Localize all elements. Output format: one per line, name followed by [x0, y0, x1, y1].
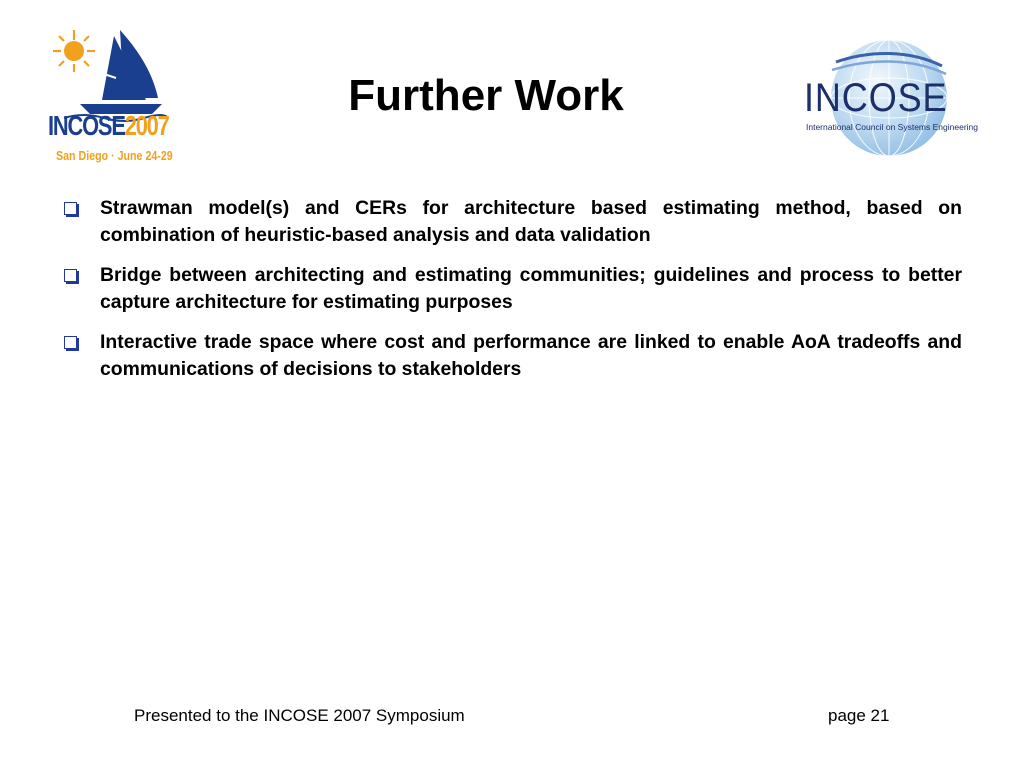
incose-wordmark: INCOSE [804, 76, 948, 120]
checkbox-bullet-icon [64, 336, 77, 349]
page-number: page 21 [828, 706, 890, 725]
bullet-text: Strawman model(s) and CERs for architecture based estimating method, based on combination of heuristic-based analysis and data validation [100, 197, 962, 246]
logo-brand-main: INCOSE [48, 110, 125, 141]
bullet-item [64, 195, 962, 249]
bullet-text: Interactive trade space where cost and performance are linked to enable AoA tradeoffs and communications of decisions to stakeholders [100, 331, 962, 380]
slide-title: Further Work [348, 71, 624, 120]
bullet-item [64, 262, 962, 316]
footer-presenter: Presented to the INCOSE 2007 Symposium [134, 706, 465, 725]
checkbox-bullet-icon [64, 269, 77, 282]
checkbox-bullet-icon [64, 202, 77, 215]
bullet-text: Bridge between architecting and estimating communities; guidelines and process to better capture architecture for estimating purposes [100, 264, 962, 313]
bullet-item [64, 329, 962, 383]
bullet-list [64, 195, 962, 396]
incose-logo [800, 40, 980, 160]
logo-subtitle: San Diego · June 24-29 [56, 148, 173, 163]
logo-brand-year: 2007 [124, 110, 169, 141]
incose-tagline: International Council on Systems Engineering [806, 122, 978, 132]
